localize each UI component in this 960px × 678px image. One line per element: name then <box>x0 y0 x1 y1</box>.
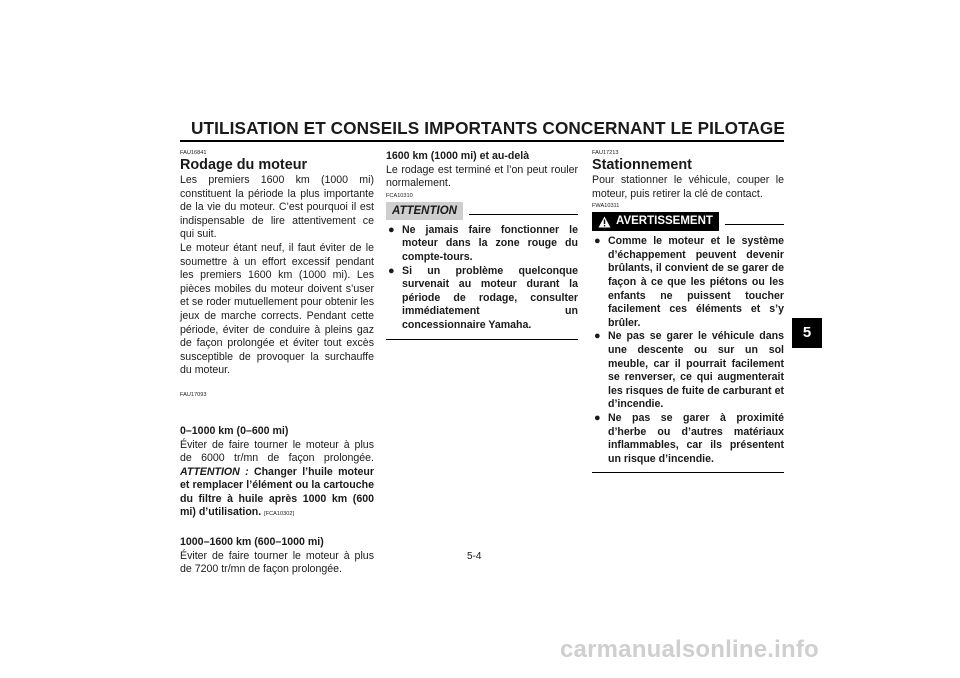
bullet-icon: ● <box>594 411 601 424</box>
bullet-icon: ● <box>594 235 601 248</box>
attention-label: ATTENTION : <box>180 465 249 478</box>
list-item: ● Ne pas se garer à proximité d’herbe ou d’autres matériaux inflammables, car ils présentent un risque d’incendie. <box>594 411 784 465</box>
text: Éviter de faire tourner le moteur à plus de 6000 tr/mn de façon prolongée. <box>180 438 374 465</box>
reference-code: FCA10310 <box>386 192 413 199</box>
bullet-icon: ● <box>594 330 601 343</box>
column-1 <box>180 150 374 577</box>
paragraph: Éviter de faire tourner le moteur à plus de 7200 tr/mn de façon prolongée. <box>180 549 374 576</box>
warning-banner <box>592 212 719 231</box>
section-heading-rodage: Rodage du moteur <box>180 157 308 173</box>
page-number: 5-4 <box>467 551 482 562</box>
watermark: carmanualsonline.info <box>560 636 819 663</box>
list-item: ● Comme le moteur et le système d’échappement peuvent devenir brûlants, il convient de se garer de façon à ce que les piétons ou les enfants ne puissent toucher facilement ces éléments et s’y brûler. <box>594 235 784 329</box>
divider <box>469 214 578 215</box>
divider <box>725 224 784 225</box>
warning-label: AVERTISSEMENT <box>616 215 713 228</box>
list-item: ● Ne pas se garer le véhicule dans une descente ou sur un sol meuble, car il pourrait facilement se renverser, ce qui augmenterait les risques de fuite de carburant et d’incendie. <box>594 330 784 411</box>
column-2 <box>386 150 578 340</box>
paragraph: Les premiers 1600 km (1000 mi) constituent la période la plus importante de la vie du moteur. C’est pourquoi il est indispensable de lire attentivement ce qui suit. <box>180 174 374 241</box>
column-3 <box>592 150 784 473</box>
subheading: 1000–1600 km (600–1000 mi) <box>180 536 324 549</box>
reference-code: FWA10311 <box>592 203 620 210</box>
attention-banner: ATTENTION <box>386 202 463 220</box>
paragraph: Le moteur étant neuf, il faut éviter de le soumettre à un effort excessif pendant les premiers 1600 km (1000 mi). Les pièces mobiles du moteur doivent s’user et se roder mutuellement pour obtenir les jeux de marche corrects. Pendant cette période, éviter de conduire à pleins gaz de façon prolongée et éviter tout excès susceptible de provoquer la surchauffe du moteur. <box>180 241 374 377</box>
divider <box>592 472 784 473</box>
divider <box>386 339 578 340</box>
reference-code: [FCA10302] <box>264 511 295 518</box>
header-rule <box>180 140 784 142</box>
attention-text: Changer l’huile moteur et remplacer l’élément ou la cartouche du filtre à huile après 1000 km (600 mi) d’utilisation. <box>180 465 374 519</box>
reference-code: FAU17093 <box>180 391 207 398</box>
subheading: 0–1000 km (0–600 mi) <box>180 424 289 437</box>
paragraph: Le rodage est terminé et l’on peut rouler normalement. <box>386 163 578 190</box>
section-heading-stationnement: Stationnement <box>592 157 692 173</box>
bullet-icon: ● <box>388 223 395 236</box>
list-item: ● Si un problème quelconque survenait au moteur durant la période de rodage, consulter immédiatement un concessionnaire Yamaha. <box>388 264 578 331</box>
page-header-title: UTILISATION ET CONSEILS IMPORTANTS CONCERNANT LE PILOTAGE <box>191 118 785 138</box>
attention-list <box>386 224 578 333</box>
attention-banner-row <box>386 202 578 220</box>
paragraph <box>180 439 374 523</box>
bullet-icon: ● <box>388 264 395 277</box>
subheading: 1600 km (1000 mi) et au-delà <box>386 150 530 162</box>
warning-banner-row <box>592 212 784 231</box>
list-item: ● Ne jamais faire fonctionner le moteur dans la zone rouge du compte-tours. <box>388 223 578 263</box>
warning-list <box>592 235 784 466</box>
reference-code: FAU17213 <box>592 150 619 156</box>
reference-code: FAU16841 <box>180 150 207 156</box>
warning-triangle-icon <box>598 216 611 228</box>
chapter-tab: 5 <box>792 318 822 348</box>
paragraph: Pour stationner le véhicule, couper le moteur, puis retirer la clé de contact. <box>592 174 784 200</box>
